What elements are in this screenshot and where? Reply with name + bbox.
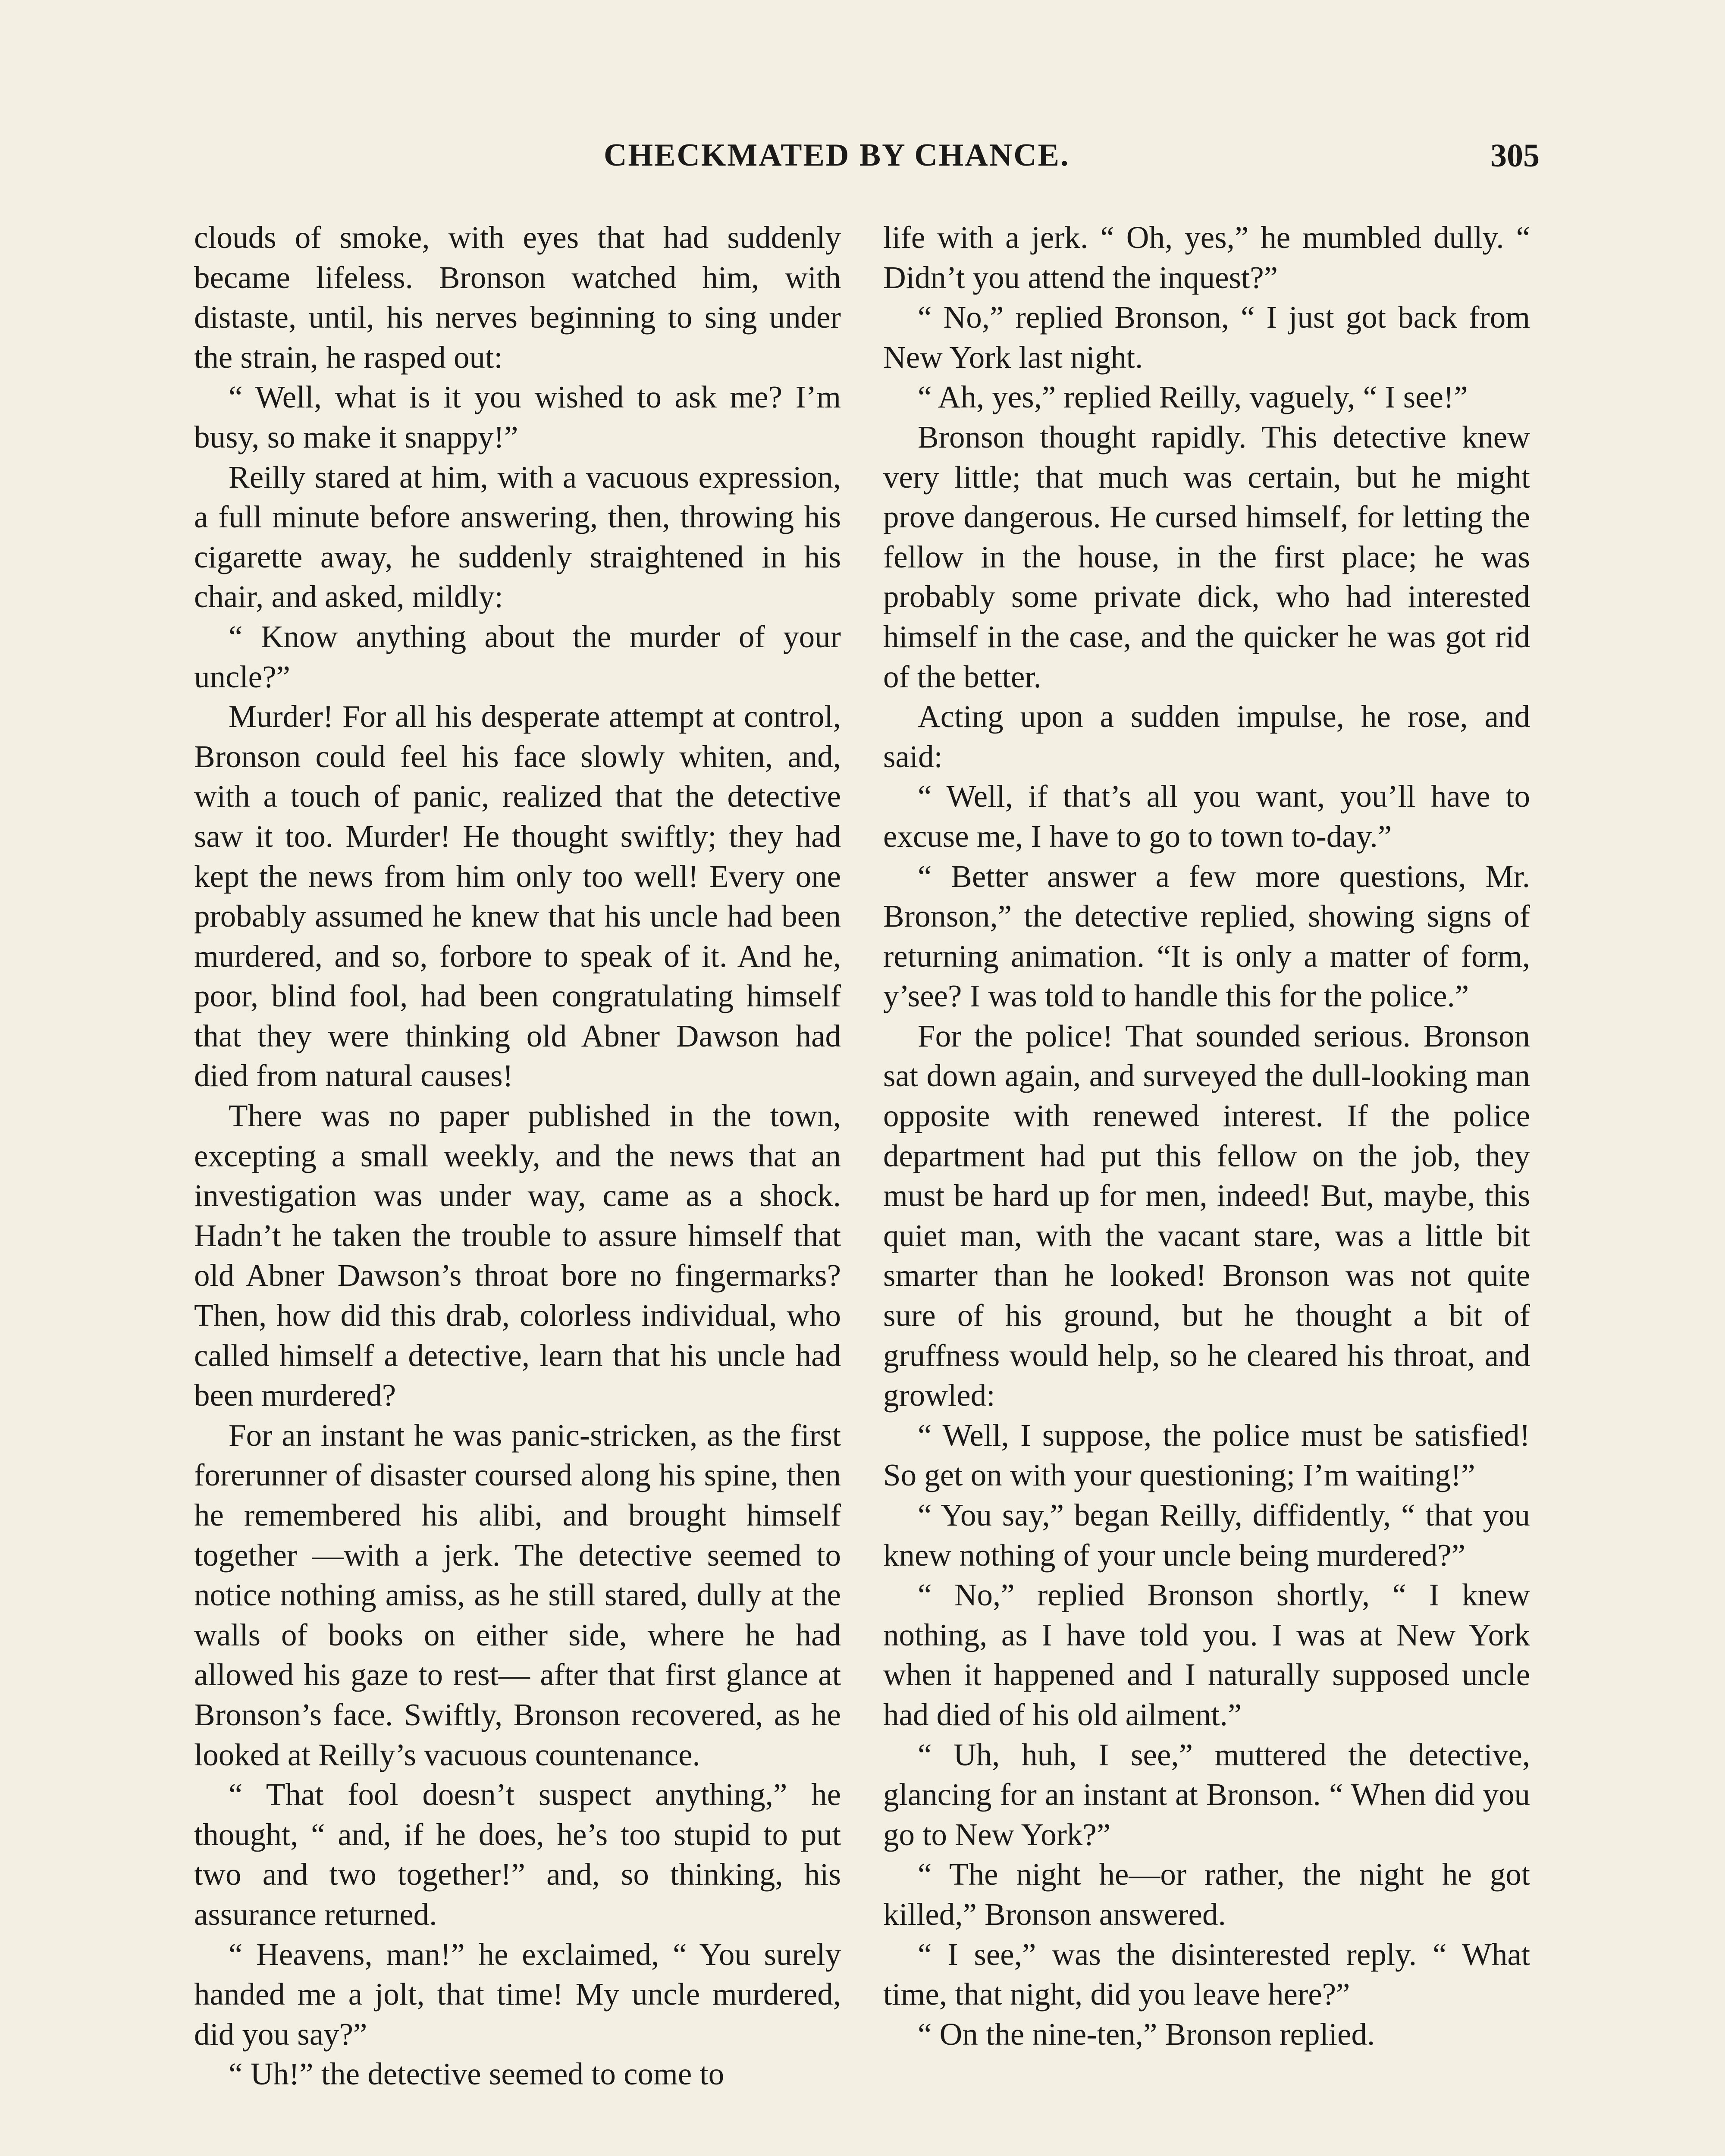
paragraph: “ Know anything about the murder of your uncle?” (194, 619, 841, 694)
paragraph: “ You say,” began Reilly, diffidently, “ that you knew nothing of your uncle being murdered?” (883, 1498, 1530, 1573)
paragraph: For an instant he was panic-stricken, as the first forerunner of disaster coursed along his spine, then he remembered his alibi, and brought himself together —with a jerk. The detective seemed to notice nothing amiss, as he still stared, dully at the walls of books on either side, where he had allowed his gaze to rest— after that first glance at Bronson’s face. Swiftly, Bronson recovered, as he looked at Reilly’s vacuous countenance. (194, 1417, 841, 1772)
paragraph: “ Well, if that’s all you want, you’ll have to excuse me, I have to go to town to-day.” (883, 779, 1530, 854)
paragraph: “ Heavens, man!” he exclaimed, “ You surely handed me a jolt, that time! My uncle murdered, did you say?” (194, 1937, 841, 2052)
paragraph: For the police! That sounded serious. Bronson sat down again, and surveyed the dull-looking man opposite with renewed interest. If the police department had put this fellow on the job, they must be hard up for men, indeed! But, maybe, this quiet man, with the vacant stare, was a little bit smarter than he looked! Bronson was not quite sure of his ground, but he thought a bit of gruffness would help, so he cleared his throat, and growled: (883, 1018, 1530, 1413)
paragraph: “ No,” replied Bronson, “ I just got back from New York last night. (883, 300, 1530, 375)
paragraph: “ No,” replied Bronson shortly, “ I knew nothing, as I have told you. I was at New York when it happened and I naturally supposed uncle had died of his old ailment.” (883, 1577, 1530, 1732)
paragraph: Acting upon a sudden impulse, he rose, and said: (883, 699, 1530, 774)
paragraph: “ Well, I suppose, the police must be satisfied! So get on with your questioning; I’m waiting!” (883, 1417, 1530, 1493)
paragraph: “ Better answer a few more questions, Mr. Bronson,” the detective replied, showing signs of returning animation. “It is only a matter of form, y’see? I was told to handle this for the police.” (883, 859, 1530, 1014)
page-number: 305 (1490, 138, 1540, 174)
page-header (194, 137, 1540, 185)
paragraph: “ The night he—or rather, the night he got killed,” Bronson answered. (883, 1857, 1530, 1932)
paragraph: “ Uh, huh, I see,” muttered the detective, glancing for an instant at Bronson. “ When did you go to New York?” (883, 1737, 1530, 1852)
left-text-column (194, 218, 841, 2094)
paragraph: life with a jerk. “ Oh, yes,” he mumbled dully. “ Didn’t you attend the inquest?” (883, 220, 1530, 295)
paragraph: “ On the nine-ten,” Bronson replied. (918, 2016, 1375, 2052)
paragraph: Reilly stared at him, with a vacuous expression, a full minute before answering, then, throwing his cigarette away, he suddenly straightened in his chair, and asked, mildly: (194, 459, 841, 614)
paragraph: There was no paper published in the town, excepting a small weekly, and the news that an investigation was under way, came as a shock. Hadn’t he taken the trouble to assure himself that old Abner Dawson’s throat bore no fingermarks? Then, how did this drab, colorless individual, who called himself a detective, learn that his uncle had been murdered? (194, 1098, 841, 1413)
paragraph: Murder! For all his desperate attempt at control, Bronson could feel his face slowly whiten, and, with a touch of panic, realized that the detective saw it too. Murder! He thought swiftly; they had kept the news from him only too well! Every one probably assumed he knew that his uncle had been murdered, and so, forbore to speak of it. And he, poor, blind fool, had been congratulating himself that they were thinking old Abner Dawson had died from natural causes! (194, 699, 841, 1094)
paragraph: clouds of smoke, with eyes that had suddenly became lifeless. Bronson watched him, with distaste, until, his nerves beginning to sing under the strain, he rasped out: (194, 220, 841, 375)
paragraph: “ That fool doesn’t suspect anything,” he thought, “ and, if he does, he’s too stupid to put two and two together!” and, so thinking, his assurance returned. (194, 1777, 841, 1932)
paragraph: “ Uh!” the detective seemed to come to (229, 2056, 724, 2092)
paragraph: “ Well, what is it you wished to ask me? I’m busy, so make it snappy!” (194, 379, 841, 454)
running-title: CHECKMATED BY CHANCE. (604, 138, 1070, 173)
paragraph: Bronson thought rapidly. This detective knew very little; that much was certain, but he might prove dangerous. He cursed himself, for letting the fellow in the house, in the first place; he was probably some private dick, who had interested himself in the case, and the quicker he was got rid of the better. (883, 419, 1530, 694)
right-text-column (883, 218, 1530, 2054)
paragraph: “ Ah, yes,” replied Reilly, vaguely, “ I see!” (918, 379, 1468, 415)
paragraph: “ I see,” was the disinterested reply. “ What time, that night, did you leave here?” (883, 1937, 1530, 2012)
